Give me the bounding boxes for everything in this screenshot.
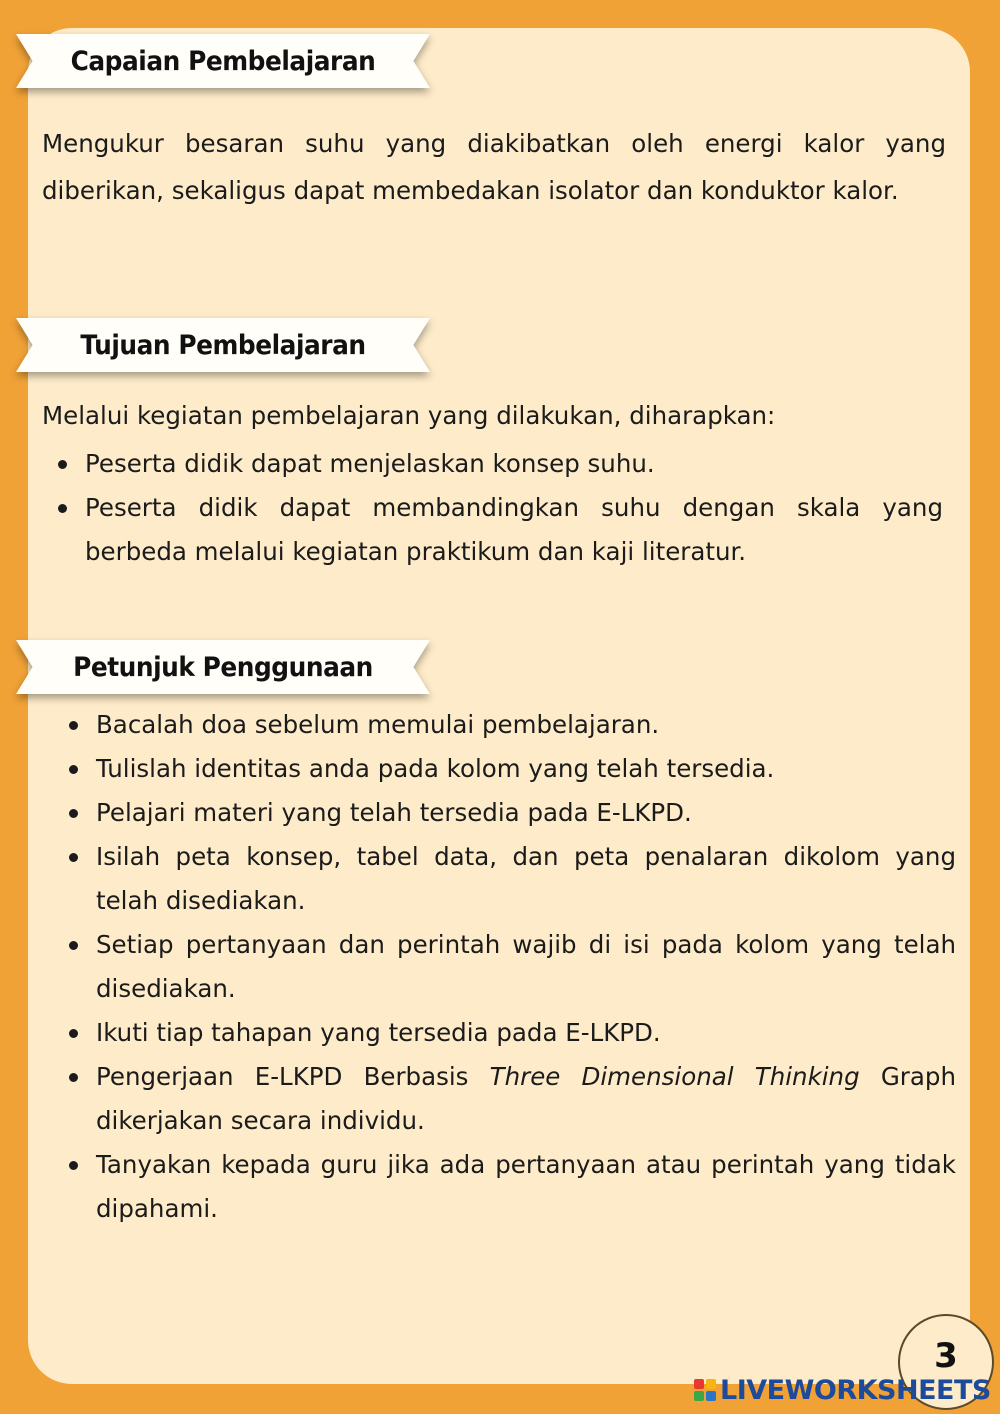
list-item: Pelajari materi yang telah tersedia pada E-LKPD. — [96, 791, 956, 835]
page-number: 3 — [934, 1336, 958, 1376]
list-item: Isilah peta konsep, tabel data, dan peta penalaran dikolom yang telah disediakan. — [96, 835, 956, 923]
item-text-italic: Three Dimensional Thinking — [489, 1062, 860, 1091]
tujuan-intro: Melalui kegiatan pembelajaran yang dilakukan, diharapkan: — [42, 401, 776, 430]
list-item: Ikuti tiap tahapan yang tersedia pada E-LKPD. — [96, 1011, 956, 1055]
petunjuk-list — [96, 703, 956, 1231]
capaian-text: Mengukur besaran suhu yang diakibatkan oleh energi kalor yang diberikan, sekaligus dapat membedakan isolator dan konduktor kalor. — [42, 129, 946, 205]
list-item: Tanyakan kepada guru jika ada pertanyaan atau perintah yang tidak dipahami. — [96, 1143, 956, 1231]
list-item — [96, 1055, 956, 1143]
liveworksheets-logo-icon — [694, 1379, 716, 1401]
brand-name: LIVEWORKSHEETS — [720, 1374, 991, 1406]
section-ribbon-capaian — [16, 34, 430, 88]
section-title-tujuan: Tujuan Pembelajaran — [80, 329, 366, 361]
section-title-capaian: Capaian Pembelajaran — [70, 45, 376, 77]
item-text-before: Pengerjaan E-LKPD Berbasis — [96, 1062, 490, 1091]
list-item: Bacalah doa sebelum memulai pembelajaran. — [96, 703, 956, 747]
item-text-after: Graph dikerjakan secara individu. — [96, 1062, 956, 1135]
liveworksheets-brand[interactable] — [694, 1374, 991, 1406]
list-item: Setiap pertanyaan dan perintah wajib di isi pada kolom yang telah disediakan. — [96, 923, 956, 1011]
section-title-petunjuk: Petunjuk Penggunaan — [73, 651, 373, 683]
section-ribbon-tujuan — [16, 318, 430, 372]
tujuan-list — [85, 442, 943, 574]
list-item: Tulislah identitas anda pada kolom yang telah tersedia. — [96, 747, 956, 791]
list-item: Peserta didik dapat membandingkan suhu dengan skala yang berbeda melalui kegiatan praktikum dan kaji literatur. — [85, 486, 943, 574]
list-item: Peserta didik dapat menjelaskan konsep suhu. — [85, 442, 943, 486]
section-ribbon-petunjuk — [16, 640, 430, 694]
